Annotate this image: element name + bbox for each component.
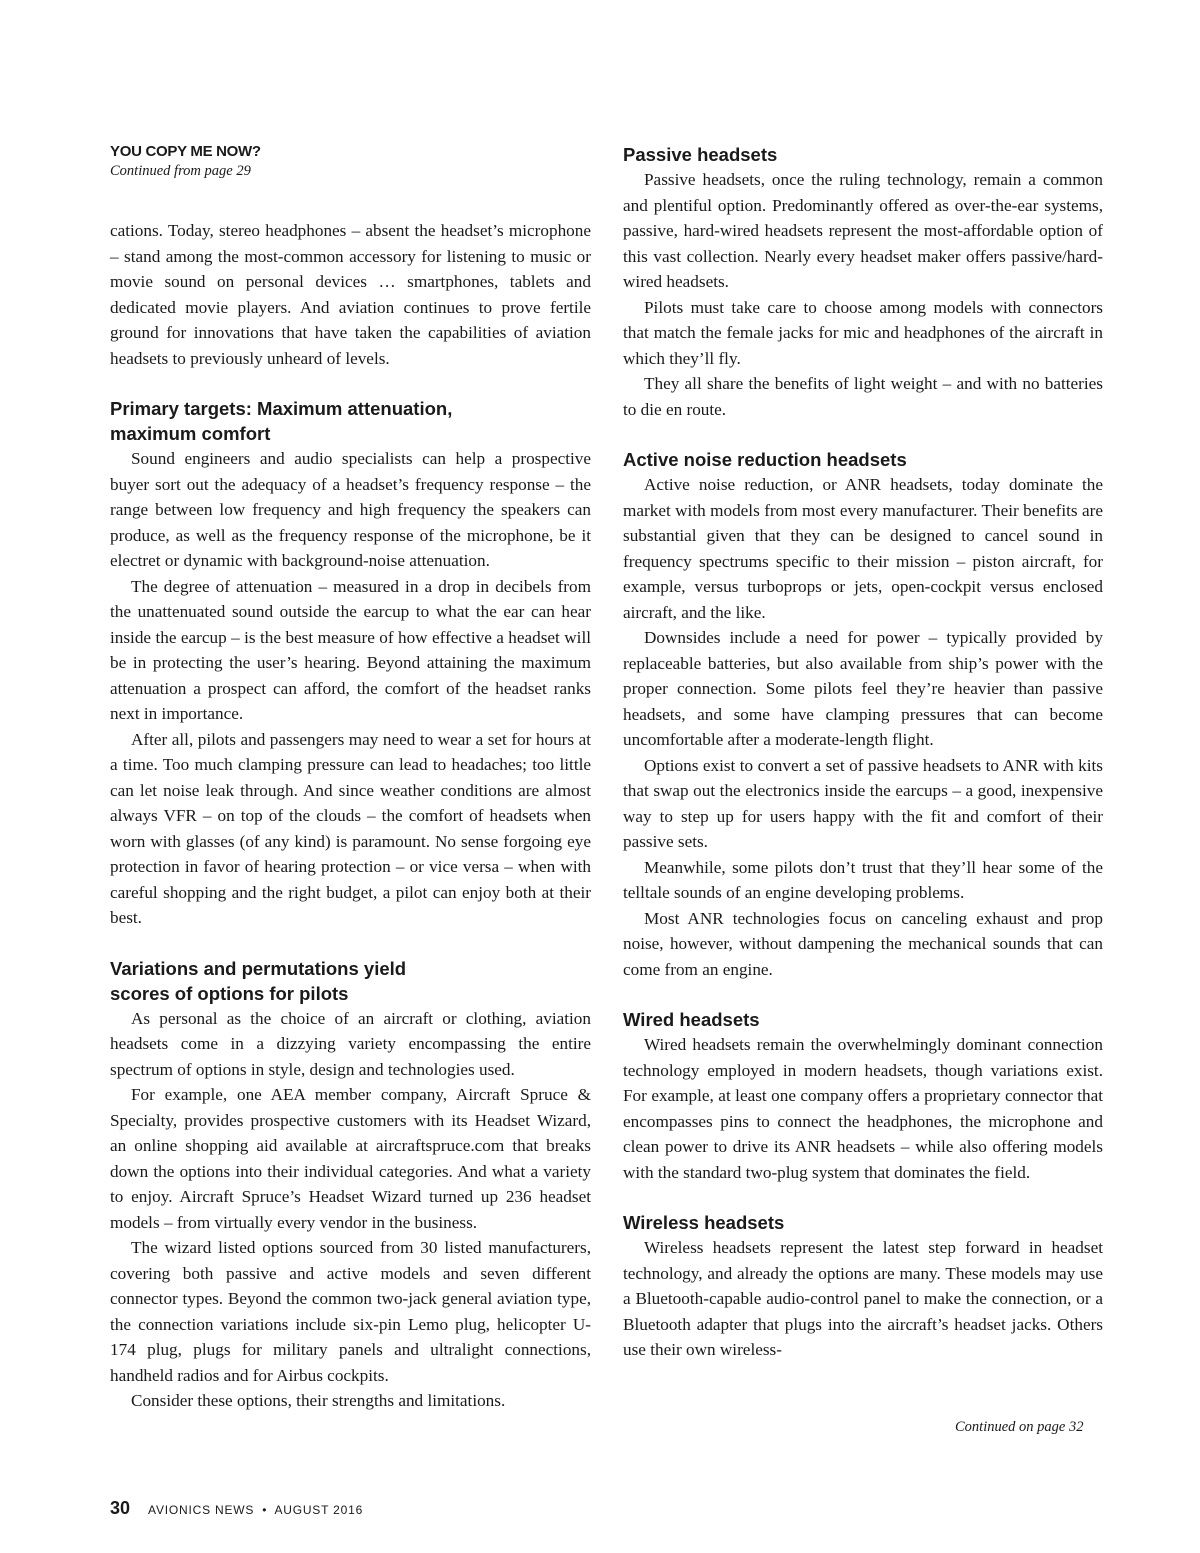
paragraph: Passive headsets, once the ruling technology, remain a common and plentiful option. Predominantly offered as over-the-ear systems, passive, hard-wired headsets represent the most-affordable option of this vast collection. Nearly every headset maker offers passive/hard-wired headsets. [623,170,1103,291]
paragraph: Downsides include a need for power – typically provided by replaceable batteries, but also available from ship’s power with the proper connection. Some pilots feel they’re heavier than passive headsets, and some have clamping pressures that can become uncomfortable after a moderate-length flight. [623,628,1103,749]
continued-from-note: Continued from page 29 [110,163,251,179]
paragraph: Meanwhile, some pilots don’t trust that they’ll hear some of the telltale sounds of an engine developing problems. [623,857,1103,902]
paragraph: After all, pilots and passengers may need to wear a set for hours at a time. Too much clamping pressure can lead to headaches; too little can let noise leak through. And since weather conditions are almost always VFR – on top of the clouds – the comfort of headsets when worn with glasses (of any kind) is paramount. No sense forgoing eye protection in favor of hearing protection – or vice versa – when with careful shopping and the right budget, a pilot can enjoy both at their best. [110,729,591,927]
right-column [623,142,1103,1363]
page-number: 30 [110,1498,131,1518]
left-column [110,142,591,1414]
paragraph: Most ANR technologies focus on canceling exhaust and prop noise, however, without dampening the mechanical sounds that can come from an engine. [623,908,1103,979]
continued-on-note: Continued on page 32 [955,1419,1084,1435]
paragraph: The wizard listed options sourced from 30 listed manufacturers, covering both passive and active models and seven different connector types. Beyond the common two-jack general aviation type, the connection variations include six-pin Lemo plug, helicopter U-174 plug, plugs for military panels and ultralight connections, handheld radios and for Airbus cockpits. [110,1238,591,1385]
section-heading-primary-targets [110,396,591,446]
footer-separator: • [262,1503,267,1517]
heading-line: scores of options for pilots [110,982,349,1004]
paragraph: As personal as the choice of an aircraft or clothing, aviation headsets come in a dizzying variety encompassing the entire spectrum of options in style, design and technologies used. [110,1008,591,1079]
section-heading-variations [110,956,591,1006]
section-heading-wireless: Wireless headsets [623,1212,785,1233]
heading-line: maximum comfort [110,423,271,444]
issue-date: AUGUST 2016 [274,1503,364,1517]
paragraph: Options exist to convert a set of passive headsets to ANR with kits that swap out the electronics inside the earcups – a good, inexpensive way to step up for users happy with the fit and comfort of their passive sets. [623,755,1103,851]
article-kicker: YOU COPY ME NOW? [110,143,261,160]
paragraph: Sound engineers and audio specialists can help a prospective buyer sort out the adequacy of a headset’s frequency response – the range between low frequency and high frequency the speakers can produce, as well as the frequency response of the microphone, be it electret or dynamic with background-noise attenuation. [110,449,591,570]
paragraph: Wired headsets remain the overwhelmingly dominant connection technology employed in modern headsets, though variations exist. For example, at least one company offers a proprietary connector that encompasses pins to connect the headphones, the microphone and clean power to drive its ANR headsets – while also offering models with the standard two-plug system that dominates the field. [623,1035,1103,1182]
section-heading-anr: Active noise reduction headsets [623,449,907,470]
publication-name: AVIONICS NEWS [148,1503,255,1517]
section-heading-wired: Wired headsets [623,1009,760,1030]
heading-line: Variations and permutations yield [110,957,407,979]
paragraph: Active noise reduction, or ANR headsets, today dominate the market with models from most every manufacturer. Their benefits are substantial given that they can be designed to cancel sound in frequency spectrums specific to their mission – piston aircraft, for example, versus turboprops or jets, open-cockpit versus enclosed aircraft, and the like. [623,475,1103,622]
paragraph: Pilots must take care to choose among models with connectors that match the female jacks for mic and headphones of the aircraft in which they’ll fly. [623,297,1103,368]
paragraph: The degree of attenuation – measured in a drop in decibels from the unattenuated sound outside the earcup to what the ear can hear inside the earcup – is the best measure of how effective a headset will be in protecting the user’s hearing. Beyond attaining the maximum attenuation a prospect can afford, the comfort of the headset ranks next in importance. [110,576,591,723]
heading-line: Primary targets: Maximum attenuation, [110,398,453,419]
section-heading-passive: Passive headsets [623,144,778,165]
paragraph: They all share the benefits of light weight – and with no batteries to die en route. [623,374,1103,419]
paragraph: For example, one AEA member company, Aircraft Spruce & Specialty, provides prospective customers with its Headset Wizard, an online shopping aid available at aircraftspruce.com that breaks down the options into their individual categories. And what a variety to enjoy. Aircraft Spruce’s Headset Wizard turned up 236 headset models – from virtually every vendor in the business. [110,1085,591,1232]
paragraph: Wireless headsets represent the latest step forward in headset technology, and already the options are many. These models may use a Bluetooth-capable audio-control panel to make the connection, or a Bluetooth adapter that plugs into the aircraft’s headset jacks. Others use their own wireless- [623,1238,1103,1359]
intro-paragraph: cations. Today, stereo headphones – absent the headset’s microphone – stand among the most-common accessory for listening to music or movie sound on personal devices … smartphones, tablets and dedicated movie players. And aviation continues to prove fertile ground for innovations that have taken the capabilities of aviation headsets to previously unheard of levels. [110,221,591,368]
page-footer [110,1498,363,1519]
paragraph: Consider these options, their strengths and limitations. [131,1391,506,1410]
